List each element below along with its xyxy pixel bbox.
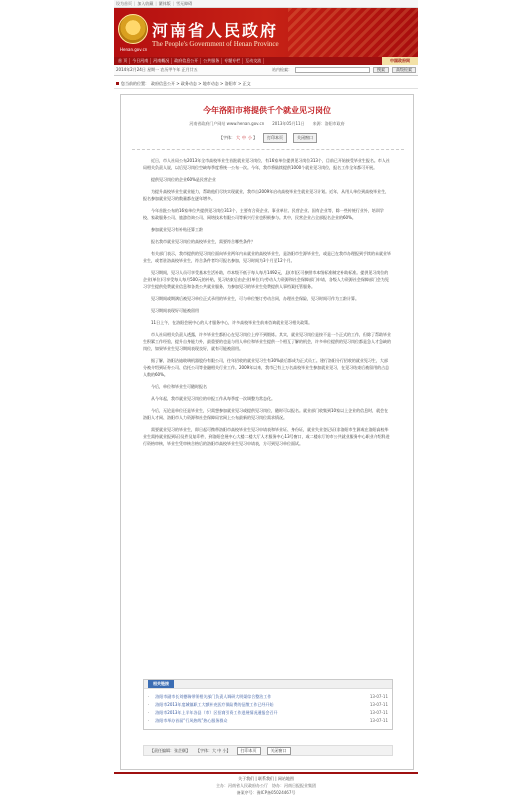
footer-links[interactable]: 关于我们 | 联系我们 | 网站地图 (238, 776, 294, 781)
related-link-date: 13-07-11 (369, 702, 388, 707)
nav-gov-info[interactable]: 政府信息公开 (172, 58, 201, 64)
related-link-item[interactable] (148, 693, 388, 701)
search-label: 站内检索： (272, 67, 292, 72)
breadcrumb-path[interactable]: 政府信息公开 > 政务动态 > 地市动态 > 洛阳市 > 正文 (151, 80, 251, 86)
breadcrumb-square-icon (116, 82, 119, 85)
set-homepage-link[interactable]: 设为首页 (116, 0, 132, 6)
site-banner (114, 8, 418, 57)
site-footer (114, 772, 418, 800)
article-subheading: 见习期间表现好可能被留用 (151, 308, 199, 313)
footer-close-window-button[interactable]: 关闭窗口 (267, 747, 291, 755)
article-paragraph: 据了解，洛阳洁迪玻璃机器股份有限公司，往年招收的就业见习生有30%最后都成为正式员工。建行洛阳分行招收的就业见习生，大部分被介绍到证券公司、信托公司等金融相关行业工作。2009年以来，我市已有上万名高校毕业生参加就业见习，在见习结束后被留用的占总人数的60%。 (143, 358, 390, 377)
top-utility-bar (114, 0, 418, 8)
separator: | (155, 1, 157, 6)
bullet-icon: · (148, 718, 150, 723)
footer-icp: 备案序号：豫ICP备05024467号 (236, 790, 296, 795)
separator: | (172, 1, 175, 6)
related-link-date: 13-07-11 (369, 710, 388, 715)
article-paragraph: 报名我市就业见习岗位的高校毕业生，需要符合哪些条件？ (151, 239, 255, 244)
close-window-button[interactable]: 关闭窗口 (293, 133, 317, 143)
nav-public-service[interactable]: 公共服务 (201, 58, 222, 64)
article-paragraph: 见习期间，见习人员可享受基本生活补助，市本级不低于每人每月1492元，县(市)区可参照市本级标准制定补助标准。提供见习岗位的企业(单位)可享受每人每月500元的补贴，见习结束后由企业(单位)与劳动人力资源和社会保障部门申请，各级人力资源社会保障部门会为见习学生提供免费就业信息和各类公共就业服务，为参加见习的毕业生免费提供人事档案托管服务。 (143, 270, 389, 289)
related-link-title[interactable]: 洛阳市副市长刘德瑞带领相关部门负责人调研大明渠综合整治工作 (155, 694, 272, 699)
national-emblem-icon (118, 14, 148, 44)
article-paragraph: 今后，无论是单位还是毕业生，只需想参加就业见习或提供见习岗位，随时可以报名。就业部门收集到10家以上企业的信息时，就会在洛阳人才网、洛阳市人力资源和社会保障局官网上公布最新的见习岗位需求情况。 (143, 408, 389, 420)
related-link-date: 13-07-11 (369, 718, 388, 723)
font-small[interactable]: 小 (248, 135, 252, 140)
breadcrumb (114, 79, 418, 89)
font-end: 】 (253, 135, 257, 140)
related-link-title[interactable]: 洛阳市举办首届“行风热线”热心服务群众 (155, 718, 228, 723)
site-title: 河南省人民政府 (152, 21, 279, 40)
bullet-icon: · (148, 702, 150, 707)
font-medium[interactable]: 中 (242, 135, 246, 140)
article-paragraph: 市人社局相关负责人透露，许多毕业生都担心在见习岗位上停不到锻炼。其实，就业见习岗位是按不是一个正式的工作，但除了帮助毕业生积累工作经验，提升自身能力外，最重要的也是与用人单位和毕业生提供一个相互了解的机会，许多单位提供的见习岗位都是急人才急缺的岗位，如果毕业生见习期间表现良好，就有可能被留用。 (143, 332, 391, 351)
article-body (121, 150, 413, 447)
search-input[interactable] (295, 67, 370, 73)
traditional-chinese-link[interactable]: 繁体版 (158, 0, 171, 6)
breadcrumb-label: 您当前的位置： (121, 80, 149, 86)
footer-sponsor: 主办：河南省人民政府办公厅 协办：河南日报报业集团 (216, 783, 316, 788)
font-size-selector (219, 135, 257, 141)
related-links-title: 相关链接 (148, 680, 174, 688)
responsible-editor: 【责任编辑：张芷颐】 (150, 747, 190, 753)
article-paragraph: 从今年起，我市就业见习岗位的申报工作从每季度一次调整为常态化。 (151, 396, 275, 401)
font-label: 【字体： (219, 135, 235, 140)
article-subheading: 提供见习岗位的企业60%是民营企业 (151, 177, 216, 182)
article-title: 今年洛阳市将提供千个就业见习岗位 (203, 106, 331, 115)
nav-interaction[interactable]: 互动交流 (243, 58, 264, 64)
article-paragraph: 11日上午，在洛阳会展中心的人才服务中心，许多高校毕业生前来咨询就业见习相关政策。 (151, 320, 313, 325)
related-links (143, 679, 393, 730)
add-favorite-link[interactable]: 加入收藏 (137, 0, 154, 6)
accessibility-link[interactable]: 雪无障碍 (176, 0, 193, 6)
article-paragraph: 今年首批公布的16家单位共提供见习岗位313个，主要有合资企业、事业单位、民营企业、国有企业等，除一些传统行业外，培训学校、家政服务公司、旅游咨询公司、网络技术有限公司等新兴行业也积极参与。其中，民营企业占全部报名企业的60%。 (143, 208, 384, 220)
related-link-item[interactable] (148, 709, 388, 717)
nav-special-topics[interactable]: 专题专栏 (222, 58, 243, 64)
article-panel (120, 94, 414, 770)
article-subheading: 今后，单位和毕业生可随时报名 (151, 384, 207, 389)
bullet-icon: · (148, 694, 150, 699)
page (114, 0, 418, 800)
bullet-icon: · (148, 710, 150, 715)
advanced-search-button[interactable]: 高级检索 (392, 67, 416, 73)
site-url: Henan.gov.cn (120, 47, 148, 52)
article-paragraph: 见习期间或期满后被见习单位正式录用的毕业生，可与单位签订劳动合同，办理社会保险，见习时间可作为工龄计算。 (151, 296, 359, 301)
related-links-list (144, 689, 392, 729)
related-link-title[interactable]: 洛阳市2013年度城镇职工大额补充医疗保险费的征缴工作已经开始 (155, 702, 274, 707)
related-link-title[interactable]: 洛阳市2013年上半年各县（市）区招商引资工作进展情况通报会召开 (155, 710, 278, 715)
china-gov-portal-link[interactable]: 中国政府网 (382, 57, 418, 65)
article-subheading: 参加就业见习有补贴还算工龄 (151, 227, 203, 232)
article-footer-tools (143, 745, 393, 756)
related-links-header (144, 680, 392, 689)
nav-home[interactable]: 首 页 (116, 58, 130, 64)
article-meta: 河南省政府门户网站 www.henan.gov.cn 2013年05月11日 来源：洛阳市政府 (189, 121, 345, 126)
banner-decoration (288, 8, 418, 57)
site-subtitle: The People's Government of Henan Province (152, 40, 279, 48)
nav-henan-overview[interactable]: 河南概况 (151, 58, 172, 64)
footer-font-selector[interactable]: 【字体：大 中 小】 (196, 747, 231, 753)
current-date: 2014年2月24日 星期一 农历甲午年 正月廿五 (116, 67, 198, 72)
article-tools (132, 133, 404, 150)
article-paragraph: 为提升高校毕业生就业能力，帮助他们尽快实现就业，我市自2009年启动高校毕业生就业见习计划。近年，从用人单位到高校毕业生，报名参加就业见习的数量都在逐年增多。 (143, 189, 390, 201)
article-paragraph: 需要就业见习的毕业生，即日起可携带洛阳市高校毕业生见习申请表和毕业证、身份证，就业失业登记证(非洛阳市生源或在洛阳高校毕业生需持就业报到证)及件及复印件，到洛阳会展中心大楼二楼大厅人才服务中心13号窗口，或二楼东厅的市公共就业服务中心职业介绍科进行资格审核，毕业生凭审核合格后的洛阳市高校毕业生见习申请表，方可到见习单位面试。 (143, 427, 390, 446)
print-button[interactable]: 打印本页 (263, 133, 287, 143)
article-paragraph: 近日，市人社局公布2013年全市高校毕业生首批就业见习岗位，有16家单位提供见习岗位313个，目前已开始接受毕业生报名。市人社局相关负责人说，以后见习岗位空缺每季度将统一公布一次。今年，我市将陆续提供1000个就业见习岗位，报名工作全年都可开展。 (143, 158, 390, 170)
related-link-item[interactable] (148, 701, 388, 709)
nav-today-henan[interactable]: 今日河南 (130, 58, 151, 64)
main-nav (114, 57, 418, 65)
separator: | (134, 1, 136, 6)
related-link-item[interactable] (148, 717, 388, 725)
font-large[interactable]: 大 (236, 135, 240, 140)
related-link-date: 13-07-11 (369, 694, 388, 699)
article-paragraph: 有关部门表示，我市提供的见习岗位面向毕业两年内未就业的高校毕业生，是洛阳市生源毕业生，或是已在我市办理报到手续的未就业毕业生，或者驻洛高校毕业生，符合条件者均可报名参加，见习时间为3个月至12个月。 (143, 251, 391, 263)
search-bar (114, 65, 418, 76)
search-button[interactable]: 搜索 (373, 67, 389, 73)
footer-print-button[interactable]: 打印本页 (237, 747, 261, 755)
